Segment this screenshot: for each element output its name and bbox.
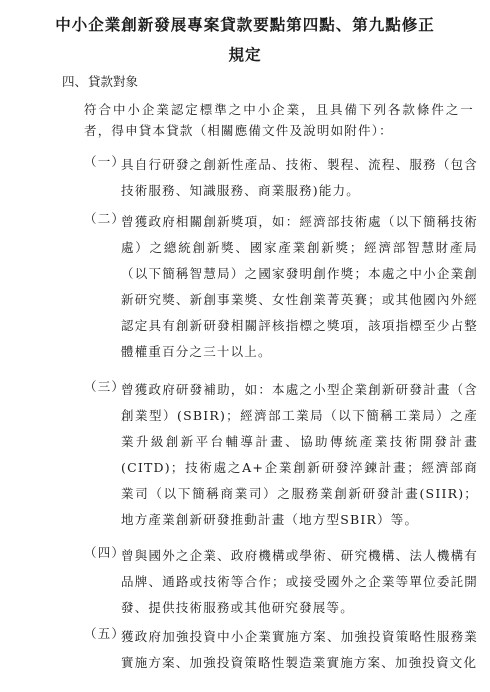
document-title-line2: 規定 — [228, 45, 262, 64]
list-item — [84, 624, 478, 676]
intro-paragraph: 符合中小企業認定標準之中小企業，且具備下列各款條件之一者，得申貸本貸款（相關應備文件及說明如附件）： — [84, 102, 474, 138]
list-item-label: （一） — [84, 154, 126, 169]
section-number: 四、 — [62, 74, 88, 89]
section-title: 貸款對象 — [88, 74, 139, 89]
list-item-label: （五） — [84, 626, 126, 641]
list-item-text: 具自行研發之創新性產品、技術、製程、流程、服務（包含技術服務、知識服務、商業服務)能力。 — [121, 157, 478, 198]
list-item-label: （三） — [84, 379, 126, 394]
list-item-text: 曾獲政府相關創新獎項，如：經濟部技術處（以下簡稱技術處）之總統創新獎、國家產業創新獎；經濟部智慧財產局（以下簡稱智慧局）之國家發明創作獎；本處之中小企業創新研究獎、新創事業獎、女性創業菁英賽；或其他國內外經認定具有創新研發相關評核指標之獎項，該項指標至少占整體權重百分之三十以上。 — [121, 214, 478, 359]
list-item-label: （四） — [84, 545, 126, 560]
list-item-text: 曾與國外之企業、政府機構或學術、研究機構、法人機構有品牌、通路或技術等合作；或接受國外之企業等單位委託開發、提供技術服務或其他研究發展等。 — [121, 548, 478, 615]
list-item — [84, 377, 478, 533]
section-heading — [62, 72, 138, 90]
list-item-label: （二） — [84, 211, 126, 226]
list-item-text: 曾獲政府研發補助，如：本處之小型企業創新研發計畫（含創業型）(SBIR)；經濟部工業局（以下簡稱工業局）之產業升級創新平台輔導計畫、協助傳統產業技術開發計畫(CITD)；技術處之A+企業創新研發淬鍊計畫；經濟部商業司（以下簡稱商業司）之服務業創新研發計畫(SIIR)；地方產業創新研發推動計畫（地方型SBIR）等。 — [121, 382, 478, 527]
document-title-line1: 中小企業創新發展專案貸款要點第四點、第九點修正 — [55, 15, 435, 34]
list-item — [84, 209, 478, 365]
list-item-text: 獲政府加強投資中小企業實施方案、加強投資策略性服務業實施方案、加強投資策略性製造業實施方案、加強投資文化 — [121, 629, 478, 670]
list-item — [84, 152, 478, 204]
list-item — [84, 543, 478, 621]
